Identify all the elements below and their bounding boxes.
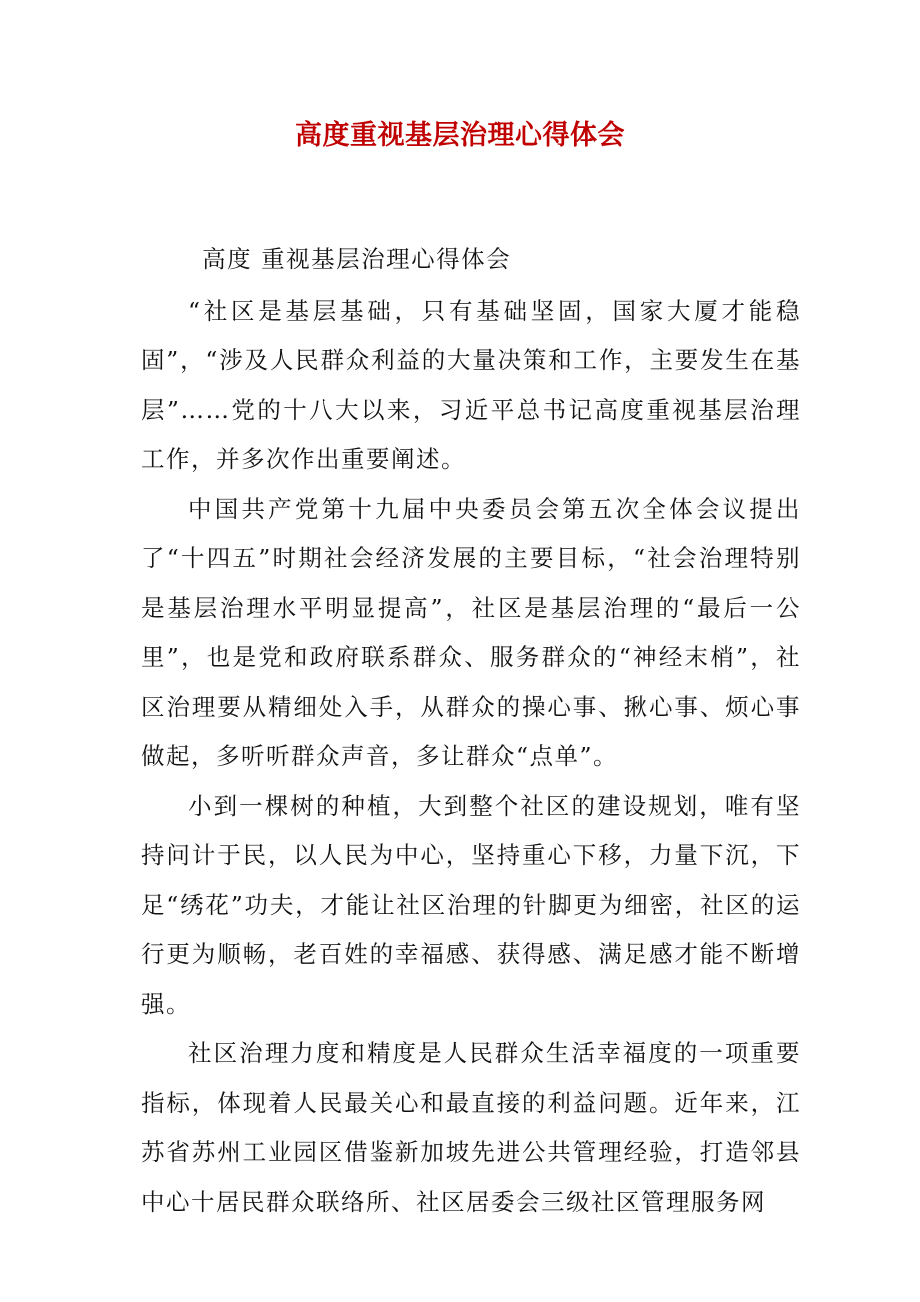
paragraph-3: 小到一棵树的种植，大到整个社区的建设规划，唯有坚持问计于民，以人民为中心，坚持重心下移，力量下沉，下足“绣花”功夫，才能让社区治理的针脚更为细密，社区的运行更为顺畅，老百姓的幸福感、获得感、满足感才能不断增强。 bbox=[141, 791, 801, 1018]
paragraph-1: “社区是基层基础，只有基础坚固，国家大厦才能稳固”，“涉及人民群众利益的大量决策和工作，主要发生在基层”……党的十八大以来，习近平总书记高度重视基层治理工作，并多次作出重要阐述。 bbox=[141, 296, 801, 473]
document-subtitle: 高度 重视基层治理心得体会 bbox=[202, 245, 512, 273]
document-title: 高度重视基层治理心得体会 bbox=[295, 120, 625, 151]
paragraph-4: 社区治理力度和精度是人民群众生活幸福度的一项重要指标，体现着人民最关心和最直接的利益问题。近年来，江苏省苏州工业园区借鉴新加坡先进公共管理经验，打造邻县中心十居民群众联络所、社区居委会三级社区管理服务网 bbox=[141, 1039, 801, 1216]
paragraph-2: 中国共产党第十九届中央委员会第五次全体会议提出了“十四五”时期社会经济发展的主要目标，“社会治理特别是基层治理水平明显提高”，社区是基层治理的“最后一公里”，也是党和政府联系群众、服务群众的“神经末梢”，社区治理要从精细处入手，从群众的操心事、揪心事、烦心事做起，多听听群众声音，多让群众“点单”。 bbox=[141, 494, 801, 770]
document-body bbox=[141, 235, 801, 1227]
